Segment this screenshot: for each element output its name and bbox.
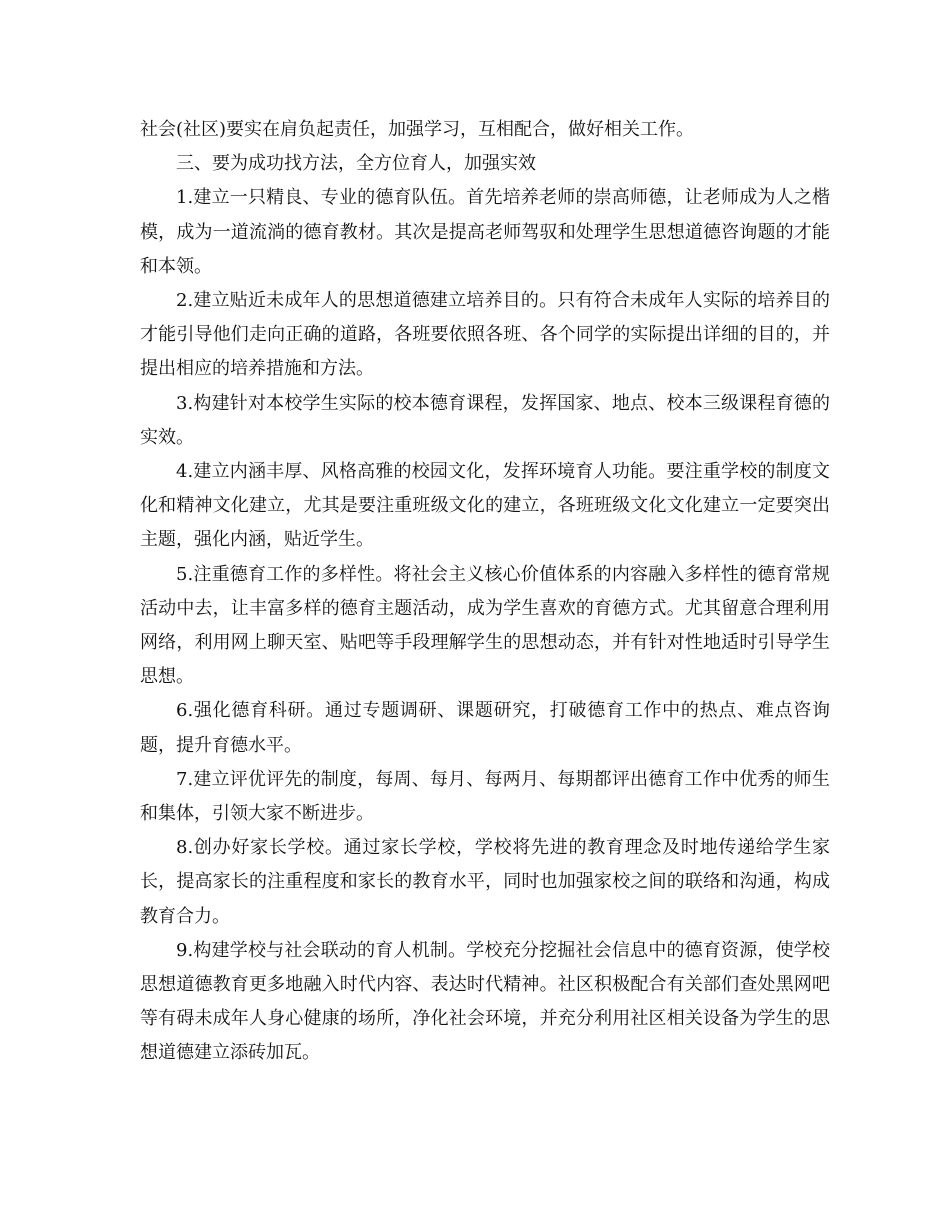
paragraph-continuation: 社会(社区)要实在肩负起责任，加强学习，互相配合，做好相关工作。 <box>140 119 695 140</box>
document-body <box>140 113 830 1071</box>
paragraph-item-6: 6.强化德育科研。通过专题调研、课题研究，打破德育工作中的热点、难点咨询题，提升育德水平。 <box>140 700 830 756</box>
paragraph-item-5: 5.注重德育工作的多样性。将社会主义核心价值体系的内容融入多样性的德育常规活动中去，让丰富多样的德育主题活动，成为学生喜欢的育德方式。尤其留意合理利用网络，利用网上聊天室、贴吧等手段理解学生的思想动态，并有针对性地适时引导学生思想。 <box>140 563 830 688</box>
paragraph-item-9: 9.构建学校与社会联动的育人机制。学校充分挖掘社会信息中的德育资源，使学校思想道德教育更多地融入时代内容、表达时代精神。社区积极配合有关部们查处黑网吧等有碍未成年人身心健康的场所，净化社会环境，并充分利用社区相关设备为学生的思想道德建立添砖加瓦。 <box>140 939 830 1064</box>
paragraph-item-7: 7.建立评优评先的制度，每周、每月、每两月、每期都评出德育工作中优秀的师生和集体，引领大家不断进步。 <box>140 768 830 825</box>
paragraph-item-1: 1.建立一只精良、专业的德育队伍。首先培养老师的崇高师德，让老师成为人之楷模，成为一道流淌的德育教材。其次是提高老师驾驭和处理学生思想道德咨询题的才能和本领。 <box>140 187 830 277</box>
paragraph-item-8: 8.创办好家长学校。通过家长学校，学校将先进的教育理念及时地传递给学生家长，提高家长的注重程度和家长的教育水平，同时也加强家校之间的联络和沟通，构成教育合力。 <box>140 837 830 927</box>
paragraph-item-4: 4.建立内涵丰厚、风格高雅的校园文化，发挥环境育人功能。要注重学校的制度文化和精神文化建立，尤其是要注重班级文化的建立，各班班级文化文化建立一定要突出主题，强化内涵，贴近学生。 <box>140 461 830 551</box>
paragraph-item-3: 3.构建针对本校学生实际的校本德育课程，发挥国家、地点、校本三级课程育德的实效。 <box>140 392 830 448</box>
paragraph-item-2: 2.建立贴近未成年人的思想道德建立培养目的。只有符合未成年人实际的培养目的才能引导他们走向正确的道路，各班要依照各班、各个同学的实际提出详细的目的，并提出相应的培养措施和方法。 <box>140 290 830 380</box>
section-heading: 三、要为成功找方法，全方位育人，加强实效 <box>176 153 536 175</box>
